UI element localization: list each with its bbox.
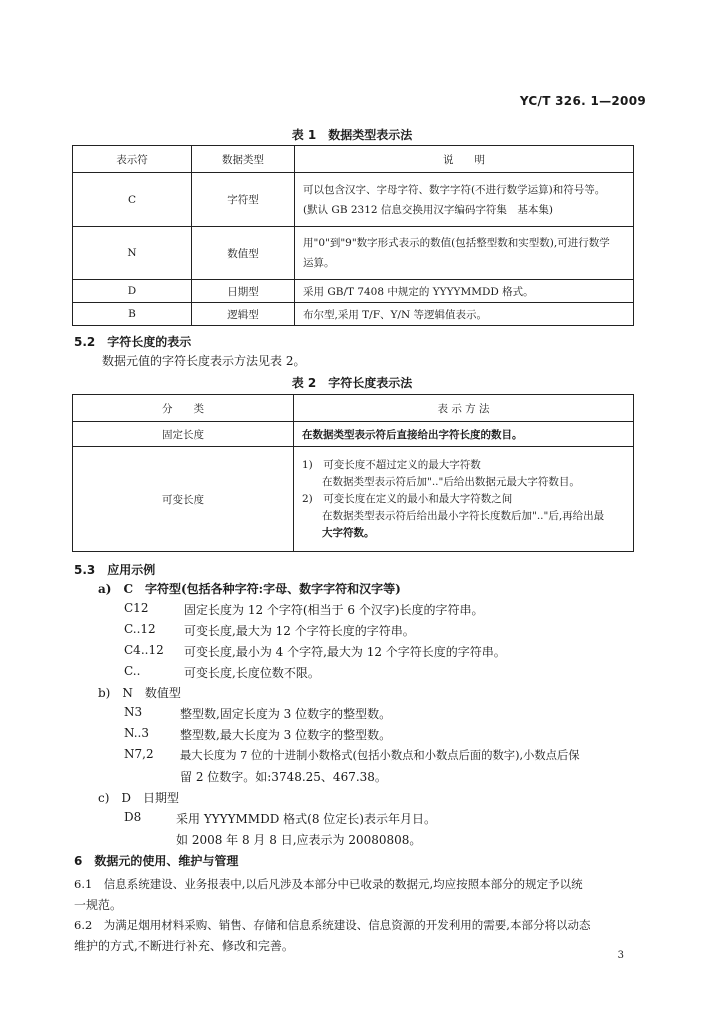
table1-type-char: 字符型 [192, 173, 295, 227]
method-line: 在数据类型表示符后给出最小字符长度数后加".."后,再给出最 [322, 509, 605, 522]
table2-header-row [73, 395, 634, 422]
para-6-1-line2: 一规范。 [74, 898, 123, 912]
example-code: C4..12 [124, 643, 164, 657]
table1-desc-date: 采用 GB/T 7408 中规定的 YYYYMMDD 格式。 [295, 280, 634, 303]
desc-line: 用"0"到"9"数字形式表示的数值(包括整型数和实型数),可进行数学 [303, 237, 610, 249]
table1-type-num: 数值型 [192, 227, 295, 280]
example-code: N..3 [124, 726, 149, 740]
example-desc: 整型数,最大长度为 3 位数字的整型数。 [180, 728, 392, 742]
para-6-2-line2: 维护的方式,不断进行补充、修改和完善。 [74, 939, 294, 953]
example-c-heading: c) D 日期型 [98, 791, 180, 805]
table1-header-symbol: 表示符 [73, 146, 192, 173]
table1-header-desc: 说 明 [295, 146, 634, 173]
table1-type-date: 日期型 [192, 280, 295, 303]
table2-header-method: 表 示 方 法 [294, 395, 634, 422]
example-code: N3 [124, 705, 143, 719]
table1-desc-char [295, 173, 634, 227]
example-code: N7,2 [124, 747, 154, 761]
table-row [73, 447, 634, 552]
example-desc-cont: 留 2 位数字。如:3748.25、467.38。 [180, 770, 387, 784]
table2-variable-category: 可变长度 [73, 447, 294, 552]
desc-line: (默认 GB 2312 信息交换用汉字编码字符集 基本集) [303, 203, 554, 216]
example-desc: 采用 YYYYMMDD 格式(8 位定长)表示年月日。 [176, 812, 436, 826]
method-line: 1) 可变长度不超过定义的最大字符数 [302, 458, 481, 471]
desc-line: 可以包含汉字、字母字符、数字字符(不进行数学运算)和符号等。 [303, 183, 606, 196]
table1 [72, 145, 634, 326]
table1-desc-bool: 布尔型,采用 T/F、Y/N 等逻辑值表示。 [295, 303, 634, 326]
table-row [73, 173, 634, 227]
example-code: C.. [124, 664, 141, 678]
section-5-2-text: 数据元值的字符长度表示方法见表 2。 [102, 354, 306, 368]
table1-header-row [73, 146, 634, 173]
para-6-2-line1: 6.2 为满足烟用材料采购、销售、存储和信息系统建设、信息资源的开发利用的需要,本部分将以动态 [74, 918, 591, 932]
table2-caption: 表 2 字符长度表示法 [291, 376, 413, 390]
table2-fixed-category: 固定长度 [73, 422, 294, 447]
example-b-heading: b) N 数值型 [98, 686, 181, 700]
method-line: 2) 可变长度在定义的最小和最大字符数之间 [302, 492, 513, 505]
example-desc: 固定长度为 12 个字符(相当于 6 个汉字)长度的字符串。 [184, 603, 484, 617]
table2-variable-method [294, 447, 634, 552]
desc-line: 运算。 [303, 257, 335, 269]
example-a-heading: a) C 字符型(包括各种字符:字母、数字字符和汉字等) [98, 582, 401, 596]
example-desc: 可变长度,长度位数不限。 [184, 666, 320, 680]
standard-number-header: YC/T 326. 1—2009 [519, 94, 646, 108]
table1-symbol-c: C [73, 173, 192, 227]
example-code: C..12 [124, 622, 156, 636]
table1-symbol-d: D [73, 280, 192, 303]
section-6-title: 6 数据元的使用、维护与管理 [74, 854, 239, 868]
method-line: 在数据类型表示符后加".."后给出数据元最大字符数目。 [322, 475, 580, 488]
table1-caption: 表 1 数据类型表示法 [291, 128, 413, 142]
table2-header-category: 分 类 [73, 395, 294, 422]
example-desc: 可变长度,最小为 4 个字符,最大为 12 个字符长度的字符串。 [184, 645, 506, 659]
page-number: 3 [617, 950, 624, 961]
table2-fixed-method: 在数据类型表示符后直接给出字符长度的数目。 [294, 422, 634, 447]
method-line: 大字符数。 [322, 526, 375, 539]
table1-symbol-b: B [73, 303, 192, 326]
table-row [73, 227, 634, 280]
example-desc: 整型数,固定长度为 3 位数字的整型数。 [180, 707, 392, 721]
para-6-1-line1: 6.1 信息系统建设、业务报表中,以后凡涉及本部分中已收录的数据元,均应按照本部分的规定予以统 [74, 877, 583, 891]
table1-symbol-n: N [73, 227, 192, 280]
example-code: D8 [124, 810, 142, 824]
table2 [72, 394, 634, 552]
section-5-3-title: 5.3 应用示例 [74, 563, 156, 577]
section-5-2-title: 5.2 字符长度的表示 [74, 335, 192, 349]
table1-desc-num [295, 227, 634, 280]
table-row [73, 303, 634, 326]
table1-type-bool: 逻辑型 [192, 303, 295, 326]
example-desc: 最大长度为 7 位的十进制小数格式(包括小数点和小数点后面的数字),小数点后保 [180, 749, 580, 762]
example-code: C12 [124, 601, 149, 615]
table-row [73, 280, 634, 303]
table-row [73, 422, 634, 447]
example-desc-cont: 如 2008 年 8 月 8 日,应表示为 20080808。 [176, 833, 422, 847]
table1-header-type: 数据类型 [192, 146, 295, 173]
example-desc: 可变长度,最大为 12 个字符长度的字符串。 [184, 624, 415, 638]
